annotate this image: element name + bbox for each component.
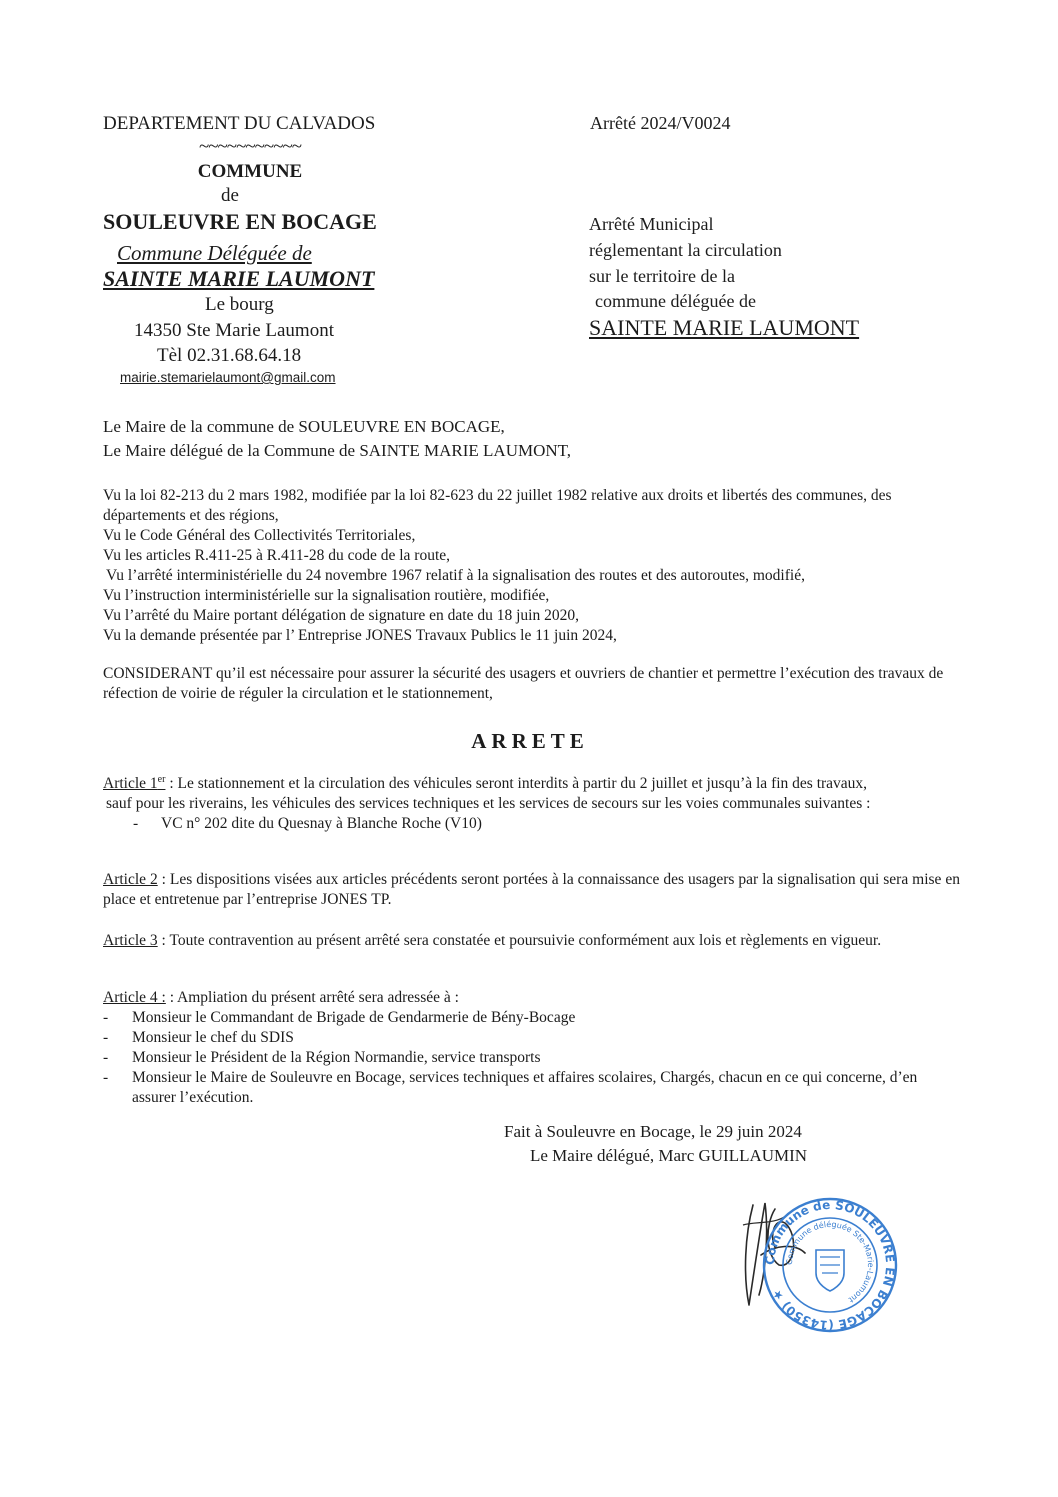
commune-label: COMMUNE [197,161,303,182]
article-1-text-cont: sauf pour les riverains, les véhicules des services techniques et les services de secours sur les voies communales suivantes : [106,795,871,813]
intro-line-1: Le Maire de la commune de SOULEUVRE EN BOCAGE, [103,417,505,436]
article-4-list [103,1008,923,1108]
department-heading: DEPARTEMENT DU CALVADOS [103,113,376,134]
considerant-paragraph: CONSIDERANT qu’il est nécessaire pour assurer la sécurité des usagers et ouvriers de chantier et permettre l’exécution des travaux de réfection de voirie de réguler la circulation et le stationnement, [103,665,944,702]
list-item: - Monsieur le chef du SDIS [103,1029,294,1046]
vu-item: Vu les articles R.411-25 à R.411-28 du code de la route, [103,547,451,564]
arrete-reference: Arrêté 2024/V0024 [590,113,731,133]
vu-list [103,486,953,646]
address-line-1: Le bourg [205,294,274,315]
vu-item: Vu l’arrêté interministérielle du 24 novembre 1967 relatif à la signalisation des routes et des autoroutes, modifié, [106,567,805,584]
article-4-text: : Ampliation du présent arrêté sera adressée à : [165,989,459,1006]
article-2 [103,870,960,910]
subject-line-5: SAINTE MARIE LAUMONT [589,315,860,340]
vu-item: Vu la loi 82-213 du 2 mars 1982, modifiée par la loi 82-623 du 22 juillet 1982 relative aux droits et libertés des communes, des départements et des régions, [103,487,892,524]
signature-place-date: Fait à Souleuvre en Bocage, le 29 juin 2024 [504,1122,802,1141]
vu-item: Vu l’arrêté du Maire portant délégation de signature en date du 18 juin 2020, [103,607,579,624]
commune-deleguee-name: SAINTE MARIE LAUMONT [103,266,375,291]
vu-item: Vu l’instruction interministérielle sur la signalisation routière, modifiée, [103,587,550,604]
commune-name: SOULEUVRE EN BOCAGE [103,209,377,234]
article-3-text: : Toute contravention au présent arrêté sera constatée et poursuivie conformément aux lois et règlements en vigueur. [157,932,882,949]
article-4-label: Article 4 : [103,989,166,1006]
article-3-label: Article 3 [103,932,158,949]
phone-number: Tèl 02.31.68.64.18 [157,345,302,366]
article-1-text: : Le stationnement et la circulation des véhicules seront interdits à partir du 2 juillet et jusqu’à la fin des travaux, [165,775,868,793]
subject-line-2: réglementant la circulation [589,240,782,260]
svg-text:Commune déléguée Ste-Marie-Lau: Commune déléguée Ste-Marie-Laumont [784,1219,876,1305]
vu-item: Vu le Code Général des Collectivités Territoriales, [103,527,416,544]
subject-line-1: Arrêté Municipal [589,214,714,234]
decorative-tilde: ~~~~~~~~~~~ [198,136,302,157]
subject-line-3: sur le territoire de la [589,266,735,286]
article-1-bullet: - VC n° 202 dite du Quesnay à Blanche Roche (V10) [133,815,482,833]
arrete-title: ARRETE [471,729,589,753]
list-item: - Monsieur le Commandant de Brigade de Gendarmerie de Bény-Bocage [103,1009,576,1026]
list-item: - Monsieur le Président de la Région Normandie, service transports [103,1049,541,1066]
signature-signer: Le Maire délégué, Marc GUILLAUMIN [530,1146,808,1165]
article-3 [103,931,960,951]
commune-de: de [221,185,239,206]
official-stamp [760,1195,900,1335]
subject-line-4: commune déléguée de [595,291,756,311]
list-item: - Monsieur le Maire de Souleuvre en Bocage, services techniques et affaires scolaires, Chargés, chacun en ce qui concerne, d’en assurer l’exécution. [103,1069,918,1106]
article-2-text: : Les dispositions visées aux articles précédents seront portées à la connaissance des usagers par la signalisation qui sera mise en place et entretenue par l’entreprise JONES TP. [103,871,960,908]
article-2-label: Article 2 [103,871,158,888]
article-4-heading [103,988,459,1008]
address-line-2: 14350 Ste Marie Laumont [134,320,334,341]
svg-text:Commune de SOULEUVRE EN BOCAGE: Commune de SOULEUVRE EN BOCAGE (14350) ★ [762,1197,898,1333]
vu-item: Vu la demande présentée par l’ Entreprise JONES Travaux Publics le 11 juin 2024, [103,627,617,644]
commune-deleguee-label: Commune Déléguée de [117,241,312,265]
email-address: mairie.stemarielaumont@gmail.com [120,370,336,385]
intro-line-2: Le Maire délégué de la Commune de SAINTE MARIE LAUMONT, [103,441,572,460]
article-1-label: Article 1er [103,774,166,793]
article-1 [103,770,870,834]
